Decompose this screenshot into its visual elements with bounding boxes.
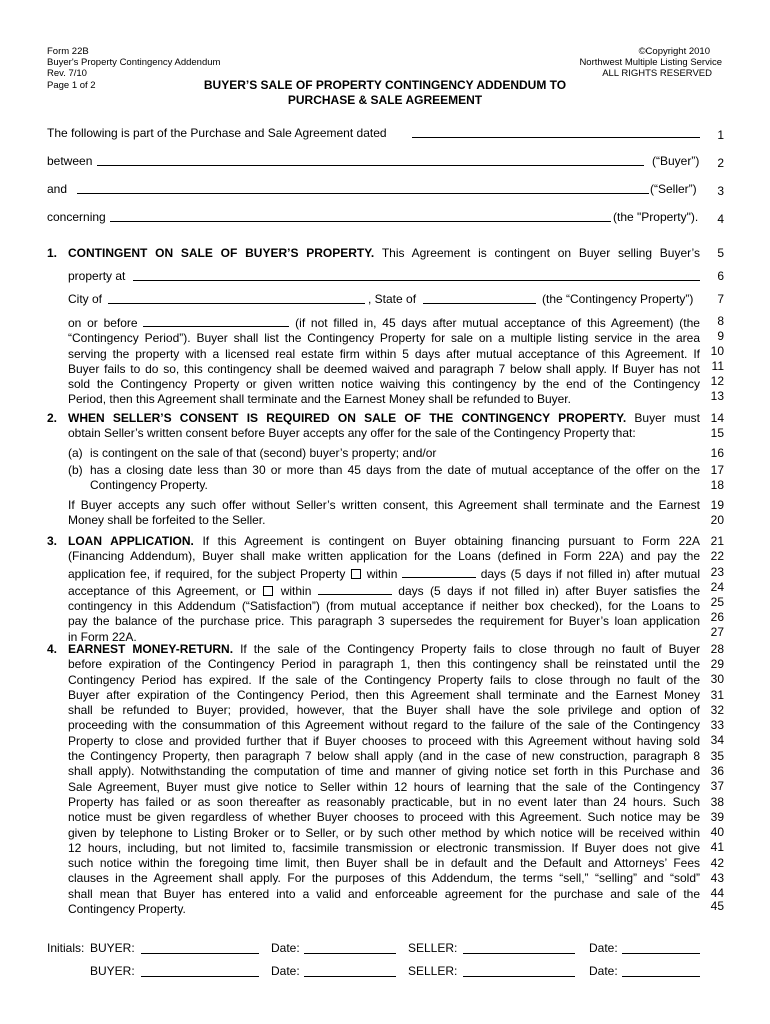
line-number: 5 xyxy=(717,246,724,260)
section-1-lead-text: This Agreement is contingent on Buyer selling Buyer’s xyxy=(381,246,701,260)
section-4-line: Property to close and provided further that if Buyer chooses to proceed with this Agreement without having sold xyxy=(68,733,700,748)
section-2-line-20: Money shall be forfeited to the Seller. xyxy=(68,513,266,528)
section-4-line: such notice within the foregoing time limit, then Buyer shall be in default and the Default and Attorneys’ Fees xyxy=(68,856,700,871)
section-1-lead xyxy=(68,246,700,260)
section-4-line: the Contingency Property, then paragraph 7 below shall apply (and in the case of new construction, paragraph 8 xyxy=(68,749,700,764)
title-line-1: BUYER’S SALE OF PROPERTY CONTINGENCY ADDENDUM TO xyxy=(203,78,567,92)
property-tag: (the "Property"). xyxy=(613,210,699,224)
section-3-body xyxy=(68,534,700,645)
item-b-line-17: has a closing date less than 30 or more than 45 days from the date of mutual acceptance of the offer on the xyxy=(90,463,700,477)
section-2-line-19: If Buyer accepts any such offer without Seller’s written consent, this Agreement shall terminate and the Earnest xyxy=(68,498,700,512)
section-3-line-22: (Financing Addendum), Buyer shall make written application for the Loans (defined in Form 22A) and pay the xyxy=(68,549,700,564)
form-number: Form 22B xyxy=(47,46,89,57)
line-number: 30 xyxy=(710,672,724,686)
line-number: 1 xyxy=(717,128,724,142)
seller-initials-field-2[interactable] xyxy=(463,964,575,977)
loan-within-days-checkbox[interactable] xyxy=(351,569,361,579)
line-number: 34 xyxy=(710,733,724,747)
section-1-number: 1. xyxy=(47,246,58,260)
line-number: 41 xyxy=(710,840,724,854)
line-24-within: within xyxy=(280,583,312,598)
line-number: 23 xyxy=(710,565,724,579)
city-label: City of xyxy=(68,292,103,306)
line-number: 9 xyxy=(717,329,724,343)
buyer-date-field-2[interactable] xyxy=(304,964,396,977)
line-number: 21 xyxy=(710,534,724,548)
section-1-heading: CONTINGENT ON SALE OF BUYER’S PROPERTY. xyxy=(68,246,375,260)
section-4-line: shall mean that Buyer has entered into a valid and enforceable agreement for the purchase and sale of the xyxy=(68,886,700,901)
buyer-name-field[interactable] xyxy=(97,154,644,166)
section-1-body xyxy=(68,314,700,408)
item-b-label: (b) xyxy=(68,463,83,477)
line-number: 26 xyxy=(710,610,724,624)
contingency-date-field[interactable] xyxy=(143,314,289,327)
line-8-text: (if not filled in, 45 days after mutual acceptance of this Agreement) (the xyxy=(295,316,700,330)
section-2-number: 2. xyxy=(47,411,58,425)
title-line-2: PURCHASE & SALE AGREEMENT xyxy=(287,93,483,107)
line-number: 11 xyxy=(711,359,724,373)
line-number: 44 xyxy=(710,886,724,900)
section-1-line-9: “Contingency Period”). Buyer shall list the Contingency Property for sale on a multiple listing service in the area xyxy=(68,331,700,346)
form-name: Buyer's Property Contingency Addendum xyxy=(47,57,221,68)
section-3-line-26: pay the balance of the purchase price. This paragraph 3 supersedes the requirement for Buyer’s loan application xyxy=(68,614,700,629)
line-number: 2 xyxy=(717,156,724,170)
organization: Northwest Multiple Listing Service xyxy=(579,57,722,68)
page-number: Page 1 of 2 xyxy=(47,80,96,91)
buyer-property-address-field[interactable] xyxy=(133,269,700,281)
line-number: 17 xyxy=(710,463,724,477)
buyer-date-field-1[interactable] xyxy=(304,941,396,954)
line-number: 28 xyxy=(710,642,724,656)
line-number: 7 xyxy=(717,292,724,306)
line-number: 8 xyxy=(717,314,724,328)
section-4-line: clauses in the Agreement shall apply. For the purposes of this Addendum, the terms “sell,” “selling” and “sold” xyxy=(68,871,700,886)
initials-date-label-3: Date: xyxy=(271,964,300,978)
item-b-line-18: Contingency Property. xyxy=(90,478,208,493)
section-1-line-10: serving the property with a licensed real estate firm within 5 days after mutual acceptance of this Agreement. If xyxy=(68,346,700,361)
line-number: 4 xyxy=(717,212,724,226)
line-number: 14 xyxy=(710,411,724,425)
line-number: 20 xyxy=(710,513,724,527)
line-number: 13 xyxy=(710,389,724,403)
line-number: 24 xyxy=(710,580,724,594)
buyer-initials-field-1[interactable] xyxy=(141,941,259,954)
property-field[interactable] xyxy=(110,210,611,222)
property-at-label: property at xyxy=(68,269,126,283)
item-a-label: (a) xyxy=(68,446,83,460)
section-3-line-25: contingency in this Addendum (“Satisfaction”) (from mutual acceptance if neither box checked), for the Loans to xyxy=(68,599,700,614)
line-number: 43 xyxy=(710,871,724,885)
contingency-property-tag: (the “Contingency Property”) xyxy=(542,292,694,306)
line-24-text-a: acceptance of this Agreement, or xyxy=(68,583,256,598)
loan-days-field-1[interactable] xyxy=(402,565,476,578)
section-3-number: 3. xyxy=(47,534,58,548)
line-number: 29 xyxy=(710,657,724,671)
loan-after-satisfaction-checkbox[interactable] xyxy=(263,586,273,596)
line-number: 45 xyxy=(710,899,724,913)
rights-reserved: ALL RIGHTS RESERVED xyxy=(602,68,712,79)
line-number: 40 xyxy=(710,825,724,839)
initials-seller-label-2: SELLER: xyxy=(408,964,458,978)
seller-tag: (“Seller”) xyxy=(650,182,697,196)
initials-date-label-2: Date: xyxy=(589,941,618,955)
dated-label: The following is part of the Purchase and Sale Agreement dated xyxy=(47,126,387,140)
section-1-line-8 xyxy=(68,314,700,331)
section-4-line: before expiration of the Contingency Period in paragraph 1, then this contingency shall be reinstated until the xyxy=(68,657,700,672)
line-number: 18 xyxy=(710,478,724,492)
agreement-date-field[interactable] xyxy=(412,126,700,138)
initials-date-label-1: Date: xyxy=(271,941,300,955)
line-number: 42 xyxy=(710,856,724,870)
line-number: 32 xyxy=(710,703,724,717)
section-3-heading: LOAN APPLICATION. xyxy=(68,534,194,548)
seller-initials-field-1[interactable] xyxy=(463,941,575,954)
seller-name-field[interactable] xyxy=(77,182,649,194)
line-number: 31 xyxy=(710,688,724,702)
line-number: 3 xyxy=(717,184,724,198)
section-4-line-28: If the sale of the Contingency Property fails to close through no fault of Buyer xyxy=(240,642,701,656)
item-b-text xyxy=(90,463,700,494)
section-4-body xyxy=(68,642,700,917)
section-4-line: shall apply). Notwithstanding the computation of time and manner of giving notice set forth in this Purchase and xyxy=(68,764,700,779)
state-field[interactable] xyxy=(423,292,536,304)
line-number: 12 xyxy=(710,374,724,388)
buyer-initials-field-2[interactable] xyxy=(141,964,259,977)
section-4-line: shall be refunded to Buyer; provided, however, that the Buyer shall have the sole privilege and option of xyxy=(68,703,700,718)
initials-date-label-4: Date: xyxy=(589,964,618,978)
section-4-line: given by telephone to Listing Broker or to Seller, or by such other method by which notice will be received within xyxy=(68,825,700,840)
section-2-head xyxy=(68,411,700,442)
section-4-line: Property has failed or as soon thereafter as reasonably practicable, but in no event later than 24 hours. Such xyxy=(68,794,700,809)
line-23-text-a: application fee, if required, for the subject Property xyxy=(68,566,346,581)
section-4-line: Contingency Period has expired. If the sale of the Contingency Property fails to close through no fault of the xyxy=(68,672,700,687)
line-number: 36 xyxy=(710,764,724,778)
seller-date-field-1[interactable] xyxy=(622,941,700,954)
line-number: 10 xyxy=(710,344,724,358)
section-1-line-11: Buyer fails to do so, this contingency shall be deemed waived and paragraph 7 below shall apply. If Buyer has not xyxy=(68,361,700,376)
initials-seller-label-1: SELLER: xyxy=(408,941,458,955)
section-4-line: notice must be given regardless of whether Buyer chooses to proceed with this Agreement. Such notice may be xyxy=(68,810,700,825)
line-number: 22 xyxy=(710,549,724,563)
line-number: 39 xyxy=(710,810,724,824)
section-4-line: Buyer after expiration of the Contingency Period, then this Agreement shall terminate and the Earnest Money xyxy=(68,687,700,702)
line-number: 27 xyxy=(710,625,724,639)
copyright: ©Copyright 2010 xyxy=(638,46,710,57)
concerning-label: concerning xyxy=(47,210,106,224)
line-number: 19 xyxy=(710,498,724,512)
and-label: and xyxy=(47,182,68,196)
state-label: , State of xyxy=(368,292,417,306)
section-4-line: 12 hours, including, but not limited to, facsimile transmission or electronic transmission. If Buyer does not give xyxy=(68,840,700,855)
line-number: 16 xyxy=(710,446,724,460)
section-4-number: 4. xyxy=(47,642,58,656)
section-4-heading: EARNEST MONEY-RETURN. xyxy=(68,642,234,656)
line-number: 6 xyxy=(717,269,724,283)
on-or-before-label: on or before xyxy=(68,316,138,330)
line-24-text-c: days (5 days if not filled in) after Buyer satisfies the xyxy=(398,583,701,598)
line-23-text-c: days (5 days if not filled in) after mutual xyxy=(480,566,700,581)
loan-days-field-2[interactable] xyxy=(318,582,392,595)
seller-date-field-2[interactable] xyxy=(622,964,700,977)
line-23-within: within xyxy=(366,566,398,581)
item-a-text: is contingent on the sale of that (second) buyer’s property; and/or xyxy=(90,446,437,460)
section-2-tail xyxy=(68,498,700,529)
section-1-line-13: Period, then this Agreement shall terminate and the Earnest Money shall be refunded to Buyer. xyxy=(68,392,571,407)
buyer-tag: (“Buyer”) xyxy=(652,154,700,168)
initials-label: Initials: xyxy=(47,941,85,955)
line-number: 33 xyxy=(710,718,724,732)
section-2-line-15: obtain Seller’s written consent before Buyer accepts any offer for the sale of the Contingency Property that: xyxy=(68,426,636,441)
section-4-line: proceeding with the consummation of this Agreement without regard to the failure of the sale of the Contingency xyxy=(68,718,700,733)
initials-buyer-label-1: BUYER: xyxy=(90,941,135,955)
initials-buyer-label-2: BUYER: xyxy=(90,964,135,978)
line-number: 15 xyxy=(710,426,724,440)
line-number: 37 xyxy=(710,779,724,793)
section-1-line-12: sold the Contingency Property or given written notice waiving this contingency by the end of the Contingency xyxy=(68,377,700,392)
section-2-heading: WHEN SELLER’S CONSENT IS REQUIRED ON SALE OF THE CONTINGENCY PROPERTY. xyxy=(68,411,627,425)
between-label: between xyxy=(47,154,93,168)
section-4-line: Sale Agreement, Buyer must give notice to Seller within 12 hours of learning that the sale of the Contingency xyxy=(68,779,700,794)
city-field[interactable] xyxy=(108,292,365,304)
section-4-line: Contingency Property. xyxy=(68,902,186,917)
section-3-line-27: in Form 22A. xyxy=(68,629,137,644)
form-revision: Rev. 7/10 xyxy=(47,68,87,79)
line-number: 38 xyxy=(710,795,724,809)
line-number: 25 xyxy=(710,595,724,609)
section-2-lead: Buyer must xyxy=(634,411,700,425)
line-number: 35 xyxy=(710,749,724,763)
doc-title xyxy=(0,78,770,108)
section-3-line-21: If this Agreement is contingent on Buyer obtaining financing pursuant to Form 22A xyxy=(202,534,700,548)
